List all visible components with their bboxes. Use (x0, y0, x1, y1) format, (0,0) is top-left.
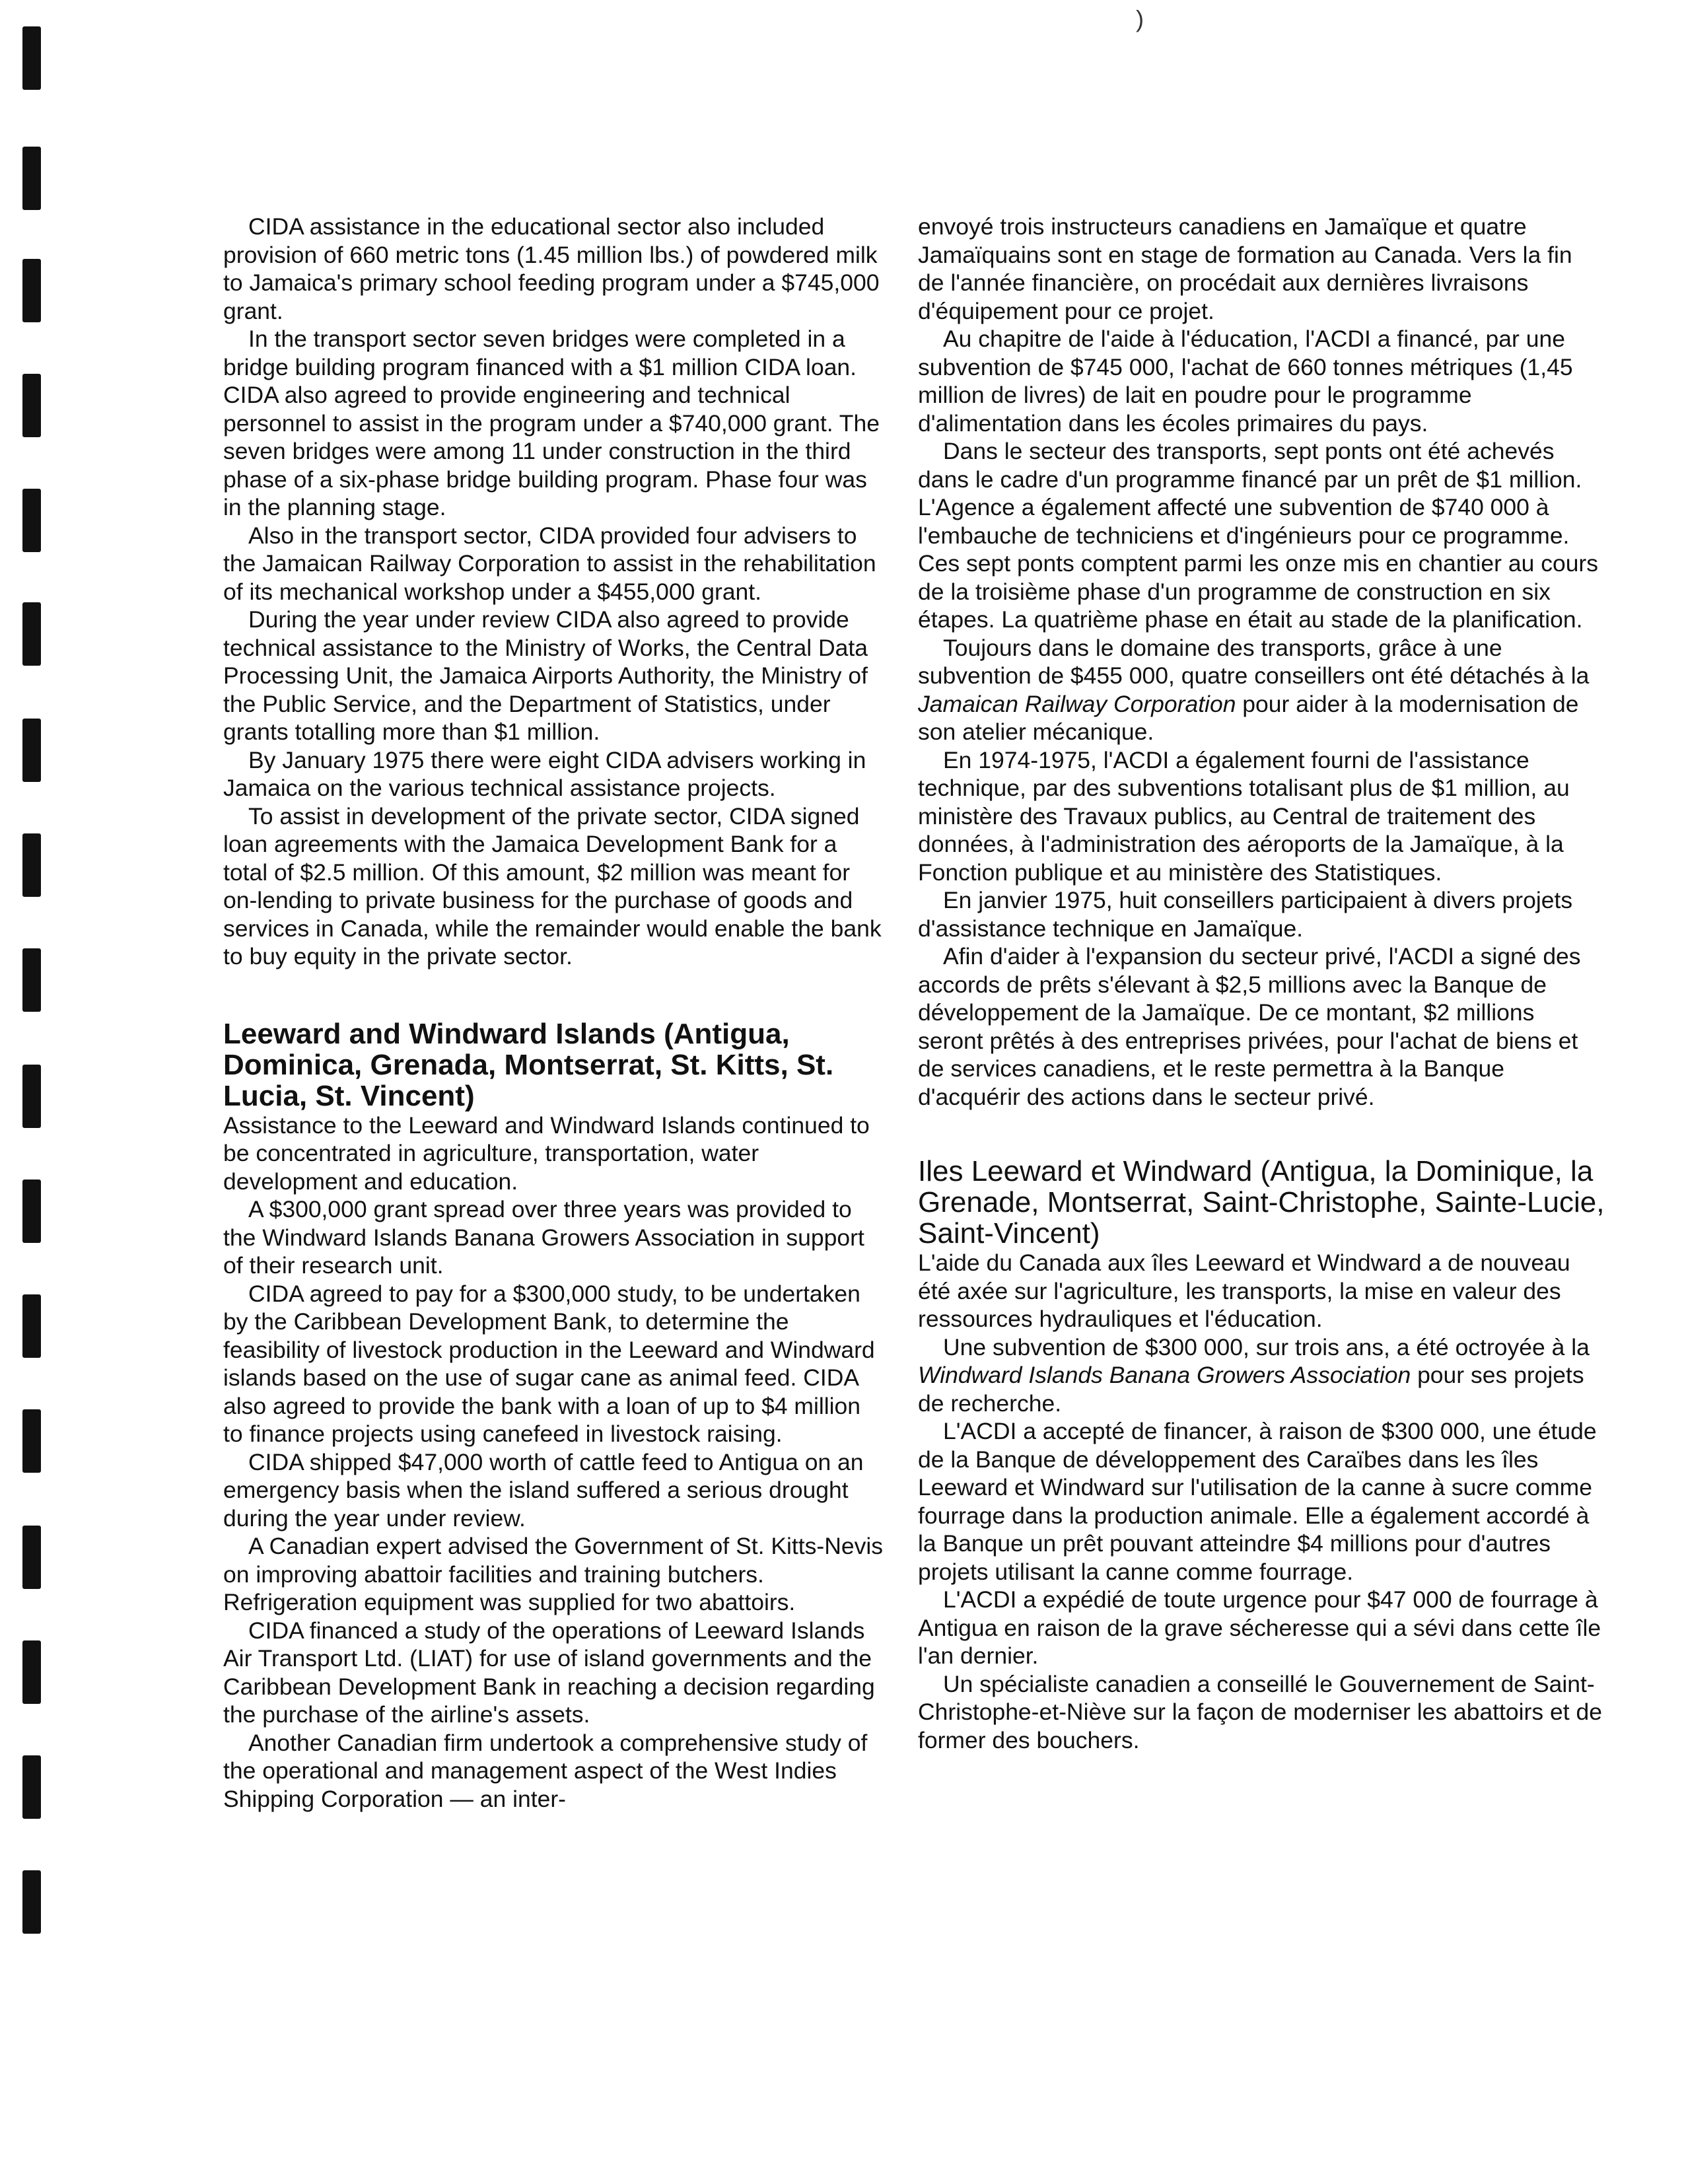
french-column (918, 213, 1605, 1754)
english-heading: Leeward and Windward Islands (Antigua, Dominica, Grenada, Montserrat, St. Kitts, St. Lucia, St. Vincent) (223, 1017, 834, 1112)
french-paragraph: envoyé trois instructeurs canadiens en Jamaïque et quatre Jamaïquains sont en stage de formation au Canada. Vers la fin de l'année financière, on procédait aux dernières livraisons d'équipement pour ce projet. (918, 213, 1572, 324)
english-paragraph: Also in the transport sector, CIDA provided four advisers to the Jamaican Railway Corporation to assist in the rehabilitation of its mechanical workshop under a $455,000 grant. (223, 522, 876, 605)
binding-hole (22, 1294, 41, 1358)
french-paragraph: L'ACDI a accepté de financer, à raison de $300 000, une étude de la Banque de développement des Caraïbes dans les îles Leeward et Windward sur l'utilisation de la canne à sucre comme fourrage dans la production animale. Elle a également accordé à la Banque un prêt pouvant atteindre $4 millions pour d'autres projets utilisant la canne comme fourrage. (918, 1418, 1597, 1585)
french-text: Toujours dans le domaine des transports, grâce à une subvention de $455 000, quatre conseillers ont été détachés à la (918, 634, 1590, 689)
french-paragraph: Dans le secteur des transports, sept ponts ont été achevés dans le cadre d'un programme financé par un prêt de $1 million. L'Agence a également affecté une subvention de $740 000 à l'embauche de techniciens et d'ingénieurs pour ce programme. Ces sept ponts comptent parmi les onze mis en chantier au cours de la troisième phase d'un programme de construction en six étapes. La quatrième phase en était au stade de la planification. (918, 438, 1599, 633)
english-paragraph: A Canadian expert advised the Government of St. Kitts-Nevis on improving abattoir facilities and training butchers. Refrigeration equipment was supplied for two abattoirs. (223, 1533, 883, 1615)
french-paragraph (918, 1333, 1605, 1418)
english-paragraph: During the year under review CIDA also agreed to provide technical assistance to the Ministry of Works, the Central Data Processing Unit, the Jamaica Airports Authority, the Ministry of the Public Service, and the Department of Statistics, under grants totalling more than $1 million. (223, 606, 868, 745)
binding-hole (22, 1065, 41, 1128)
binding-hole (22, 1409, 41, 1473)
french-paragraph: En janvier 1975, huit conseillers participaient à divers projets d'assistance technique en Jamaïque. (918, 887, 1573, 942)
english-paragraph: CIDA shipped $47,000 worth of cattle feed to Antigua on an emergency basis when the island suffered a serious drought during the year under review. (223, 1448, 864, 1532)
english-paragraph: Another Canadian firm undertook a comprehensive study of the operational and management aspect of the West Indies Shipping Corporation — an inter- (223, 1729, 868, 1812)
english-paragraph: To assist in development of the private sector, CIDA signed loan agreements with the Jamaica Development Bank for a total of $2.5 million. Of this amount, $2 million was meant for on-lending to private business for the purchase of goods and services in Canada, while the remainder would enable the bank to buy equity in the private sector. (223, 802, 882, 969)
english-paragraph: In the transport sector seven bridges were completed in a bridge building program financed with a $1 million CIDA loan. CIDA also agreed to provide engineering and technical personnel to assist in the program under a $740,000 grant. The seven bridges were among 11 under construction in the third phase of a six-phase bridge building program. Phase four was in the planning stage. (223, 326, 880, 520)
binding-hole (22, 1180, 41, 1243)
binding-hole (22, 948, 41, 1012)
top-mark: ) (1136, 5, 1144, 32)
french-heading: Iles Leeward et Windward (Antigua, la Dominique, la Grenade, Montserrat, Saint-Christophe, Sainte-Lucie, Saint-Vincent) (918, 1155, 1605, 1250)
english-column (223, 213, 884, 1813)
binding-hole (22, 259, 41, 322)
english-paragraphs-after (223, 1111, 884, 1814)
french-paragraph: Au chapitre de l'aide à l'éducation, l'ACDI a financé, par une subvention de $745 000, l'achat de 660 tonnes métriques (1,45 million de livres) de lait en poudre pour le programme d'alimentation dans les écoles primaires du pays. (918, 326, 1573, 437)
english-paragraphs-before (223, 213, 884, 971)
binding-hole (22, 1640, 41, 1704)
binding-hole (22, 1870, 41, 1934)
english-paragraph: Assistance to the Leeward and Windward Islands continued to be concentrated in agriculture, transportation, water development and education. (223, 1111, 870, 1195)
binding-hole (22, 1526, 41, 1589)
french-paragraph: L'aide du Canada aux îles Leeward et Windward a de nouveau été axée sur l'agriculture, les transports, la mise en valeur des ressources hydrauliques et l'éducation. (918, 1250, 1570, 1332)
french-paragraph: Afin d'aider à l'expansion du secteur privé, l'ACDI a signé des accords de prêts s'élevant à $2,5 millions avec la Banque de développement de la Jamaïque. De ce montant, $2 millions seront prêtés à des entreprises privées, pour l'achat de biens et de services canadiens, et le reste permettra à la Banque d'acquérir des actions dans le secteur privé. (918, 943, 1581, 1110)
french-paragraph: L'ACDI a expédié de toute urgence pour $47 000 de fourrage à Antigua en raison de la grave sécheresse qui a sévi dans cette île l'an dernier. (918, 1586, 1601, 1669)
french-paragraph (918, 634, 1605, 746)
binding-hole (22, 374, 41, 437)
french-text: Une subvention de $300 000, sur trois ans, a été octroyée à la (943, 1333, 1590, 1360)
french-text: pour ses projets de recherche. (918, 1362, 1584, 1417)
english-paragraph: CIDA assistance in the educational sector also included provision of 660 metric tons (1.45 million lbs.) of powdered milk to Jamaica's primary school feeding program under a $745,000 grant. (223, 213, 880, 324)
english-paragraph: A $300,000 grant spread over three years was provided to the Windward Islands Banana Growers Association in support of their research unit. (223, 1196, 864, 1279)
binding-hole (22, 833, 41, 897)
binding-holes (22, 0, 49, 2184)
french-text: pour aider à la modernisation de son atelier mécanique. (918, 690, 1579, 745)
binding-hole (22, 147, 41, 210)
english-paragraph: By January 1975 there were eight CIDA advisers working in Jamaica on the various technical assistance projects. (223, 746, 866, 801)
binding-hole (22, 489, 41, 552)
binding-hole (22, 602, 41, 666)
binding-hole (22, 719, 41, 782)
english-paragraph: CIDA agreed to pay for a $300,000 study, to be undertaken by the Caribbean Development Bank, to determine the feasibility of livestock production in the Leeward and Windward islands based on the use of sugar cane as animal feed. CIDA also agreed to provide the bank with a loan of up to $4 million to finance projects using canefeed in livestock raising. (223, 1280, 875, 1447)
french-paragraph: Un spécialiste canadien a conseillé le Gouvernement de Saint-Christophe-et-Niève sur la façon de moderniser les abattoirs et de former des bouchers. (918, 1670, 1602, 1753)
binding-hole (22, 26, 41, 90)
french-italic-name: Jamaican Railway Corporation (918, 690, 1236, 717)
french-paragraph: En 1974-1975, l'ACDI a également fourni de l'assistance technique, par des subventions totalisant plus de $1 million, au ministère des Travaux publics, au Central de traitement des données, à l'administration des aéroports de la Jamaïque, à la Fonction publique et au ministère des Statistiques. (918, 746, 1570, 886)
binding-hole (22, 1755, 41, 1819)
english-paragraph: CIDA financed a study of the operations of Leeward Islands Air Transport Ltd. (LIAT) for use of island governments and the Caribbean Development Bank in reaching a decision regarding the purchase of the airline's assets. (223, 1617, 875, 1728)
french-italic-name: Windward Islands Banana Growers Association (918, 1362, 1411, 1388)
